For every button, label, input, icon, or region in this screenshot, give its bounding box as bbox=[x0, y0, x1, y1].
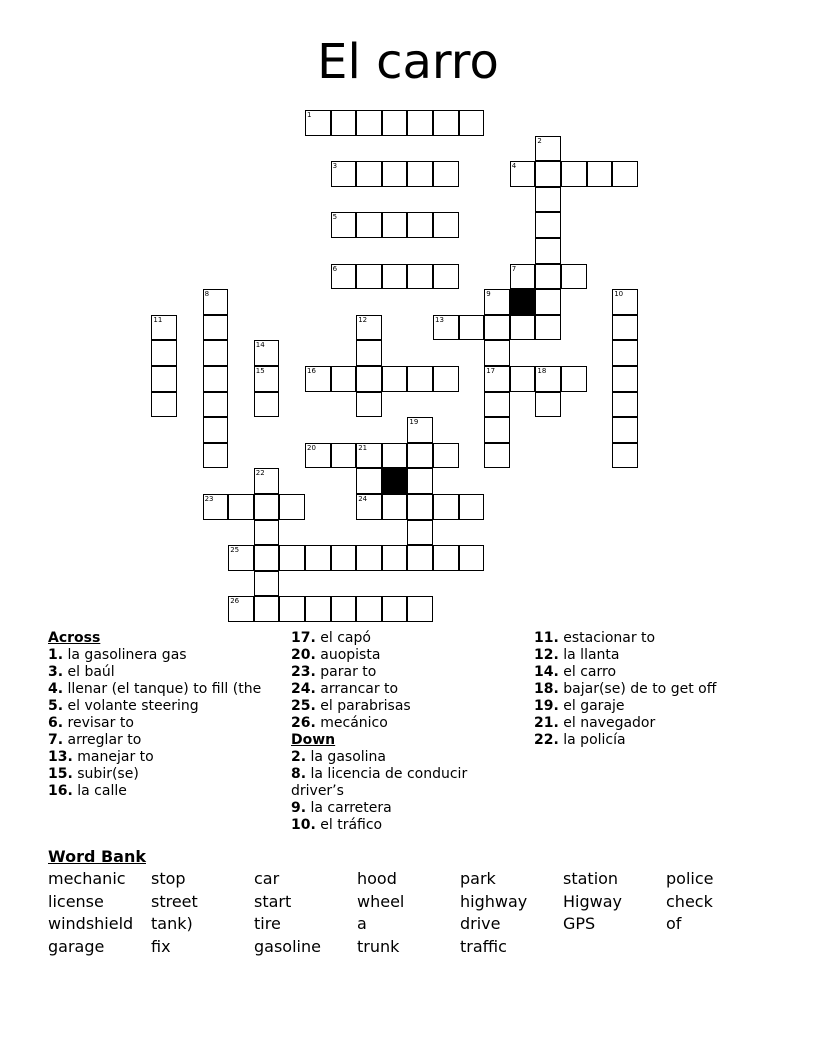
word-bank-word: check bbox=[666, 891, 713, 911]
clue-number: 18. bbox=[534, 681, 559, 697]
crossword-cell[interactable] bbox=[382, 443, 408, 469]
word-bank-word: tank) bbox=[151, 914, 193, 934]
clue-number: 10 bbox=[614, 290, 624, 299]
crossword-cell[interactable] bbox=[612, 315, 638, 341]
clue-text: subir(se) bbox=[77, 766, 139, 782]
clue-text: el capó bbox=[320, 630, 371, 646]
clue-text: parar to bbox=[320, 664, 377, 680]
crossword-cell[interactable] bbox=[203, 340, 229, 366]
crossword-cell[interactable] bbox=[484, 315, 510, 341]
crossword-cell[interactable] bbox=[228, 596, 254, 622]
clue-item bbox=[48, 664, 273, 681]
word-bank-word: license bbox=[48, 891, 104, 911]
crossword-cell[interactable] bbox=[356, 468, 382, 494]
crossword-cell[interactable] bbox=[612, 289, 638, 315]
crossword-cell[interactable] bbox=[151, 392, 177, 418]
clue-number: 22 bbox=[255, 469, 265, 478]
crossword-cell[interactable] bbox=[254, 596, 280, 622]
crossword-cell[interactable] bbox=[612, 340, 638, 366]
clue-text: estacionar to bbox=[563, 630, 656, 646]
crossword-cell[interactable] bbox=[254, 545, 280, 571]
clue-number: 25. bbox=[291, 698, 316, 714]
crossword-cell[interactable] bbox=[254, 340, 280, 366]
crossword-cell[interactable] bbox=[331, 161, 357, 187]
crossword-cell[interactable] bbox=[407, 264, 433, 290]
crossword-cell[interactable] bbox=[331, 545, 357, 571]
crossword-cell[interactable] bbox=[305, 443, 331, 469]
clue-item bbox=[534, 698, 774, 715]
word-bank-word: highway bbox=[460, 891, 528, 911]
clue-item bbox=[48, 732, 273, 749]
crossword-cell[interactable] bbox=[356, 110, 382, 136]
clue-item bbox=[48, 715, 273, 732]
word-bank-word: street bbox=[151, 891, 198, 911]
crossword-cell[interactable] bbox=[459, 110, 485, 136]
crossword-cell[interactable] bbox=[279, 494, 305, 520]
clue-number: 3. bbox=[48, 664, 64, 680]
clue-number: 3 bbox=[332, 162, 338, 171]
crossword-cell[interactable] bbox=[151, 315, 177, 341]
crossword-cell[interactable] bbox=[433, 545, 459, 571]
clue-item bbox=[48, 749, 273, 766]
crossword-cell[interactable] bbox=[305, 545, 331, 571]
word-bank-word: park bbox=[460, 869, 496, 888]
clue-section-heading: Across bbox=[48, 630, 101, 646]
crossword-cell[interactable] bbox=[484, 289, 510, 315]
clue-item bbox=[534, 715, 774, 732]
clue-item bbox=[291, 817, 516, 834]
crossword-cell[interactable] bbox=[356, 392, 382, 418]
crossword-cell[interactable] bbox=[382, 264, 408, 290]
crossword-cell[interactable] bbox=[254, 571, 280, 597]
crossword-cell[interactable] bbox=[203, 392, 229, 418]
word-bank-word: a bbox=[357, 914, 367, 934]
crossword-cell[interactable] bbox=[433, 110, 459, 136]
clue-item bbox=[534, 630, 774, 647]
clue-column-3 bbox=[534, 630, 774, 749]
clue-number: 15 bbox=[255, 367, 265, 375]
clue-text: el baúl bbox=[67, 664, 115, 680]
clue-number: 19 bbox=[409, 418, 419, 427]
clue-text: la gasolinera gas bbox=[67, 647, 187, 663]
crossword-cell[interactable] bbox=[407, 596, 433, 622]
crossword-cell[interactable] bbox=[305, 110, 331, 136]
clue-number: 17. bbox=[291, 630, 316, 646]
clue-text: llenar (el tanque) to fill (the bbox=[67, 681, 262, 697]
crossword-cell[interactable] bbox=[228, 545, 254, 571]
crossword-cell[interactable] bbox=[433, 264, 459, 290]
clue-number: 9. bbox=[291, 800, 307, 816]
clue-item bbox=[48, 766, 273, 783]
crossword-cell[interactable] bbox=[356, 161, 382, 187]
word-bank-word: trunk bbox=[357, 936, 400, 956]
page-title: El carro bbox=[317, 34, 499, 90]
crossword-cell[interactable] bbox=[331, 110, 357, 136]
crossword-cell[interactable] bbox=[254, 366, 280, 392]
crossword-cell[interactable] bbox=[279, 596, 305, 622]
clue-text: revisar to bbox=[67, 715, 134, 731]
word-bank-word: start bbox=[254, 891, 292, 911]
crossword-cell[interactable] bbox=[254, 468, 280, 494]
crossword-cell[interactable] bbox=[535, 161, 561, 187]
crossword-cell[interactable] bbox=[612, 443, 638, 469]
clue-number: 10. bbox=[291, 817, 316, 833]
crossword-cell[interactable] bbox=[484, 340, 510, 366]
crossword-cell[interactable] bbox=[484, 417, 510, 443]
crossword-cell[interactable] bbox=[433, 212, 459, 238]
clue-number: 26. bbox=[291, 715, 316, 731]
crossword-cell[interactable] bbox=[407, 110, 433, 136]
crossword-cell[interactable] bbox=[484, 443, 510, 469]
crossword-cell[interactable] bbox=[305, 596, 331, 622]
clue-item bbox=[48, 647, 273, 664]
clue-number: 7. bbox=[48, 732, 64, 748]
black-cell bbox=[510, 289, 536, 315]
clue-text: la licencia de conducir driver’s bbox=[291, 766, 468, 799]
crossword-cell[interactable] bbox=[561, 161, 587, 187]
crossword-cell[interactable] bbox=[279, 545, 305, 571]
crossword-cell[interactable] bbox=[151, 366, 177, 392]
crossword-cell[interactable] bbox=[356, 596, 382, 622]
crossword-cell[interactable] bbox=[407, 494, 433, 520]
crossword-cell[interactable] bbox=[535, 289, 561, 315]
clue-text: el navegador bbox=[563, 715, 656, 731]
clue-text: el volante steering bbox=[67, 698, 199, 714]
word-bank-word: stop bbox=[151, 869, 186, 888]
clue-section-heading: Down bbox=[291, 732, 336, 748]
crossword-cell[interactable] bbox=[459, 545, 485, 571]
clue-item bbox=[291, 698, 516, 715]
clue-number: 12 bbox=[358, 315, 368, 324]
word-bank-word: windshield bbox=[48, 914, 134, 934]
clue-number: 24 bbox=[358, 495, 368, 503]
clue-number: 7 bbox=[511, 264, 517, 273]
clue-number: 18 bbox=[537, 367, 547, 375]
word-bank-word: of bbox=[666, 914, 682, 934]
clue-item bbox=[291, 715, 516, 732]
crossword-cell[interactable] bbox=[535, 315, 561, 341]
clue-number: 17 bbox=[486, 367, 496, 375]
crossword-cell[interactable] bbox=[356, 545, 382, 571]
clue-text: el parabrisas bbox=[320, 698, 411, 714]
clue-number: 16 bbox=[307, 367, 316, 375]
clue-item bbox=[291, 647, 516, 664]
clue-item bbox=[48, 698, 273, 715]
word-bank-word: Higway bbox=[563, 891, 622, 911]
crossword-cell[interactable] bbox=[331, 443, 357, 469]
clue-number: 23 bbox=[204, 495, 214, 503]
crossword-cell[interactable] bbox=[484, 366, 510, 392]
clue-number: 19. bbox=[534, 698, 559, 714]
word-bank-word: mechanic bbox=[48, 869, 126, 888]
crossword-cell[interactable] bbox=[535, 392, 561, 418]
crossword-cell[interactable] bbox=[382, 212, 408, 238]
crossword-cell[interactable] bbox=[510, 315, 536, 341]
crossword-cell[interactable] bbox=[433, 443, 459, 469]
clue-number: 25 bbox=[230, 546, 240, 555]
clue-item bbox=[291, 766, 516, 800]
clue-number: 8. bbox=[291, 766, 307, 782]
crossword-cell[interactable] bbox=[459, 315, 485, 341]
crossword-cell[interactable] bbox=[331, 366, 357, 392]
clue-text: manejar to bbox=[77, 749, 154, 765]
clue-text: la llanta bbox=[563, 647, 620, 663]
clue-number: 23. bbox=[291, 664, 316, 680]
clue-text: auopista bbox=[320, 647, 381, 663]
clue-text: mecánico bbox=[320, 715, 388, 731]
crossword-cell[interactable] bbox=[356, 443, 382, 469]
clue-number: 21. bbox=[534, 715, 559, 731]
crossword-cell[interactable] bbox=[254, 494, 280, 520]
clue-text: la carretera bbox=[310, 800, 392, 816]
clue-number: 24. bbox=[291, 681, 316, 697]
clue-text: bajar(se) de to get off bbox=[563, 681, 717, 697]
clue-number: 5. bbox=[48, 698, 64, 714]
clue-number: 9 bbox=[486, 290, 491, 299]
crossword-cell[interactable] bbox=[382, 110, 408, 136]
crossword-cell[interactable] bbox=[535, 212, 561, 238]
crossword-cell[interactable] bbox=[459, 494, 485, 520]
clue-number: 6. bbox=[48, 715, 64, 731]
clue-number: 13. bbox=[48, 749, 73, 765]
crossword-cell[interactable] bbox=[407, 520, 433, 546]
crossword-cell[interactable] bbox=[356, 212, 382, 238]
word-bank-word: fix bbox=[151, 936, 171, 956]
crossword-cell[interactable] bbox=[612, 161, 638, 187]
crossword-cell[interactable] bbox=[407, 545, 433, 571]
clue-column-2 bbox=[291, 630, 516, 834]
crossword-cell[interactable] bbox=[535, 187, 561, 213]
crossword-cell[interactable] bbox=[331, 264, 357, 290]
crossword-cell[interactable] bbox=[407, 468, 433, 494]
clue-item bbox=[48, 681, 273, 698]
clue-text: arrancar to bbox=[320, 681, 399, 697]
crossword-cell[interactable] bbox=[510, 264, 536, 290]
word-bank-word: drive bbox=[460, 914, 501, 934]
crossword-cell[interactable] bbox=[331, 596, 357, 622]
crossword-cell[interactable] bbox=[561, 366, 587, 392]
clue-number: 8 bbox=[204, 290, 210, 299]
crossword-cell[interactable] bbox=[510, 161, 536, 187]
clue-text: la gasolina bbox=[310, 749, 386, 765]
crossword-cell[interactable] bbox=[305, 366, 331, 392]
crossword-cell[interactable] bbox=[535, 264, 561, 290]
clue-number: 4. bbox=[48, 681, 64, 697]
clue-item bbox=[291, 664, 516, 681]
crossword-cell[interactable] bbox=[151, 340, 177, 366]
crossword-cell[interactable] bbox=[433, 366, 459, 392]
clue-text: el carro bbox=[563, 664, 617, 680]
clue-item bbox=[291, 749, 516, 766]
crossword-cell[interactable] bbox=[535, 136, 561, 162]
crossword-cell[interactable] bbox=[203, 417, 229, 443]
word-bank-word: tire bbox=[254, 914, 281, 934]
clue-number: 1 bbox=[307, 111, 312, 119]
clue-column-1 bbox=[48, 630, 273, 800]
clue-number: 11 bbox=[153, 315, 163, 324]
clue-number: 6 bbox=[332, 264, 338, 273]
crossword-cell[interactable] bbox=[356, 494, 382, 520]
crossword-cell[interactable] bbox=[203, 494, 229, 520]
clue-number: 4 bbox=[511, 162, 517, 171]
clue-item bbox=[291, 630, 516, 647]
crossword-cell[interactable] bbox=[203, 315, 229, 341]
word-bank-word: station bbox=[563, 869, 619, 888]
word-bank-word: car bbox=[254, 869, 280, 888]
crossword-cell[interactable] bbox=[382, 545, 408, 571]
crossword-cell[interactable] bbox=[254, 520, 280, 546]
clue-item bbox=[534, 732, 774, 749]
word-bank-word: gasoline bbox=[254, 936, 321, 956]
crossword-cell[interactable] bbox=[433, 494, 459, 520]
crossword-cell[interactable] bbox=[331, 212, 357, 238]
clue-item bbox=[291, 681, 516, 698]
crossword-cell[interactable] bbox=[203, 366, 229, 392]
crossword-cell[interactable] bbox=[612, 366, 638, 392]
crossword-cell[interactable] bbox=[382, 494, 408, 520]
crossword-cell[interactable] bbox=[356, 315, 382, 341]
word-bank-word: garage bbox=[48, 936, 105, 956]
clue-number: 2. bbox=[291, 749, 307, 765]
crossword-cell[interactable] bbox=[535, 238, 561, 264]
word-bank-word: GPS bbox=[563, 914, 596, 934]
clue-item bbox=[48, 783, 273, 800]
clue-number: 20 bbox=[307, 443, 316, 452]
clue-number: 2 bbox=[537, 136, 542, 145]
crossword-cell[interactable] bbox=[612, 417, 638, 443]
clue-text: el garaje bbox=[563, 698, 625, 714]
clue-number: 14. bbox=[534, 664, 559, 680]
clue-number: 20. bbox=[291, 647, 316, 663]
crossword-cell[interactable] bbox=[382, 366, 408, 392]
clue-text: la policía bbox=[563, 732, 626, 748]
crossword-cell[interactable] bbox=[228, 494, 254, 520]
clue-text: arreglar to bbox=[67, 732, 142, 748]
word-bank-word: hood bbox=[357, 869, 397, 888]
word-bank-title: Word Bank bbox=[48, 847, 147, 866]
crossword-cell[interactable] bbox=[407, 417, 433, 443]
word-bank-word: police bbox=[666, 869, 714, 888]
clue-item bbox=[291, 800, 516, 817]
word-bank-word: wheel bbox=[357, 891, 405, 911]
crossword-cell[interactable] bbox=[203, 443, 229, 469]
clue-item bbox=[534, 664, 774, 681]
crossword-cell[interactable] bbox=[510, 366, 536, 392]
clue-text: la calle bbox=[77, 783, 127, 799]
clue-number: 16. bbox=[48, 783, 73, 799]
crossword-cell[interactable] bbox=[203, 289, 229, 315]
word-bank-word: traffic bbox=[460, 936, 507, 956]
clue-number: 15. bbox=[48, 766, 73, 782]
crossword-cell[interactable] bbox=[407, 161, 433, 187]
clue-number: 21 bbox=[358, 443, 368, 452]
clue-number: 1. bbox=[48, 647, 64, 663]
crossword-cell[interactable] bbox=[407, 443, 433, 469]
clue-number: 13 bbox=[435, 315, 444, 324]
word-bank bbox=[48, 868, 769, 958]
clue-text: el tráfico bbox=[320, 817, 383, 833]
crossword-cell[interactable] bbox=[433, 315, 459, 341]
crossword-cell[interactable] bbox=[484, 392, 510, 418]
crossword-cell[interactable] bbox=[561, 264, 587, 290]
clue-number: 5 bbox=[332, 213, 338, 222]
clue-number: 22. bbox=[534, 732, 559, 748]
crossword-cell[interactable] bbox=[407, 366, 433, 392]
crossword-cell[interactable] bbox=[356, 340, 382, 366]
clue-item bbox=[534, 647, 774, 664]
crossword-cell[interactable] bbox=[535, 366, 561, 392]
crossword-cell[interactable] bbox=[356, 366, 382, 392]
clue-number: 11. bbox=[534, 630, 559, 646]
clue-item bbox=[534, 681, 774, 698]
clue-number: 14 bbox=[255, 341, 265, 350]
crossword-cell[interactable] bbox=[433, 161, 459, 187]
crossword-cell[interactable] bbox=[356, 264, 382, 290]
crossword-cell[interactable] bbox=[612, 392, 638, 418]
crossword-cell[interactable] bbox=[587, 161, 613, 187]
clue-number: 12. bbox=[534, 647, 559, 663]
crossword-cell[interactable] bbox=[407, 212, 433, 238]
black-cell bbox=[382, 468, 408, 494]
clue-number: 26 bbox=[230, 597, 240, 606]
crossword-cell[interactable] bbox=[254, 392, 280, 418]
crossword-cell[interactable] bbox=[382, 161, 408, 187]
crossword-cell[interactable] bbox=[382, 596, 408, 622]
